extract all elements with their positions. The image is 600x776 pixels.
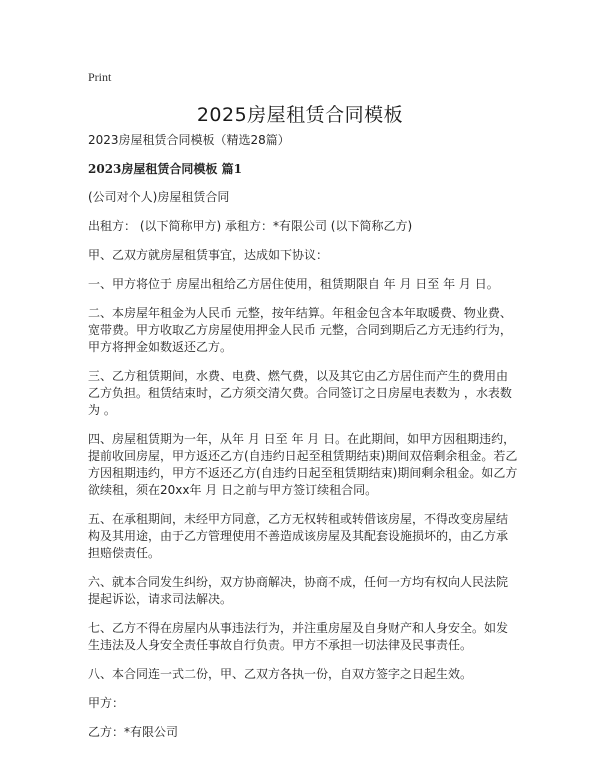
clause-8: 八、本合同连一式二份，甲、乙双方各执一份，自双方签字之日起生效。 [88,667,473,681]
clause-4: 四、房屋租赁期为一年，从年 月 日至 年 月 日。在此期间，如甲方因租期违约，提前收回房屋，甲方返还乙方(自违约日起至租赁期结束)期间双倍剩余租金。若乙方因租期违约，甲方不返还乙方(自违约日起至租赁期结束)期间剩余租金。如乙方欲续租，须在20xx年 月 日之前与甲方签订续租合同。 [88,432,518,497]
agreement-intro: 甲、乙双方就房屋租赁事宜，达成如下协议： [88,248,329,262]
contract-type-line: (公司对个人)房屋租赁合同 [88,190,230,204]
clause-1: 一、甲方将位于 房屋出租给乙方居住使用，租赁期限自 年 月 日至 年 月 日。 [88,277,499,291]
document-subtitle: 2023房屋租赁合同模板（精选28篇） [88,133,290,147]
print-link[interactable]: Print [88,70,112,84]
section-heading: 2023房屋租赁合同模板 篇1 [88,162,242,176]
signature-party-a: 甲方： [88,696,125,710]
clause-2: 二、本房屋年租金为人民币 元整，按年结算。年租金包含本年取暖费、物业费、宽带费。甲方收取乙方房屋使用押金人民币 元整，合同到期后乙方无违约行为，甲方将押金如数返还乙方。 [88,306,512,354]
clause-6: 六、就本合同发生纠纷，双方协商解决，协商不成，任何一方均有权向人民法院提起诉讼，请求司法解决。 [88,575,509,606]
clause-5: 五、在承租期间，未经甲方同意，乙方无权转租或转借该房屋，不得改变房屋结构及其用途，由于乙方管理使用不善造成该房屋及其配套设施损坏的，由乙方承担赔偿责任。 [88,512,509,560]
clause-3: 三、乙方租赁期间，水费、电费、燃气费，以及其它由乙方居住而产生的费用由乙方负担。租赁结束时，乙方须交清欠费。合同签订之日房屋电表数为 ，水表数为 。 [88,369,512,417]
page-title: 2025房屋租赁合同模板 [196,104,404,126]
parties-line: 出租方： (以下简称甲方) 承租方：*有限公司 (以下简称乙方) [88,219,413,233]
document-body [88,132,518,753]
signature-party-b: 乙方：*有限公司 [88,725,179,739]
clause-7: 七、乙方不得在房屋内从事违法行为，并注重房屋及自身财产和人身安全。如发生违法及人身安全责任事故自行负责。甲方不承担一切法律及民事责任。 [88,621,509,652]
